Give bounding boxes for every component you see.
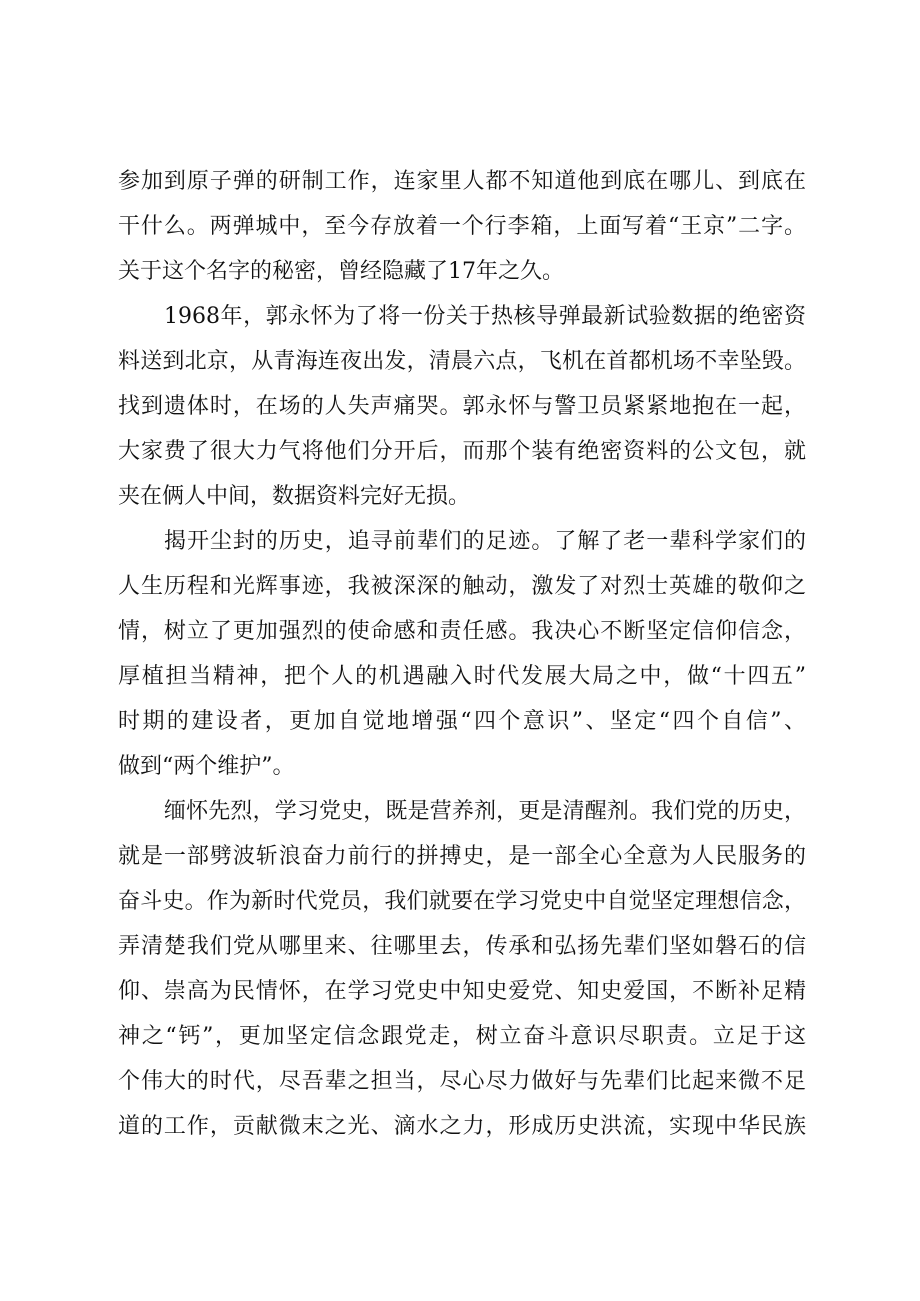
text-line: 找到遗体时，在场的人失声痛哭。郭永怀与警卫员紧紧地抱在一起， xyxy=(118,394,806,419)
text-line: 仰、崇高为民情怀，在学习党史中知史爱党、知史爱国，不断补足精 xyxy=(118,979,806,1004)
text-line: 人生历程和光辉事迹，我被深深的触动，激发了对烈士英雄的敬仰之 xyxy=(118,574,806,599)
text-line: 揭开尘封的历史，追寻前辈们的足迹。了解了老一辈科学家们的 xyxy=(164,529,806,554)
text-line: 做到“两个维护”。 xyxy=(118,754,295,779)
text-line: 大家费了很大力气将他们分开后，而那个装有绝密资料的公文包，就 xyxy=(118,439,806,464)
text-line: 1968年，郭永怀为了将一份关于热核导弹最新试验数据的绝密资 xyxy=(164,304,806,329)
text-line: 厚植担当精神，把个人的机遇融入时代发展大局之中，做“十四五” xyxy=(118,664,806,689)
text-line: 参加到原子弹的研制工作，连家里人都不知道他到底在哪儿、到底在 xyxy=(118,169,806,194)
text-line: 弄清楚我们党从哪里来、往哪里去，传承和弘扬先辈们坚如磐石的信 xyxy=(118,934,806,959)
paragraph xyxy=(118,789,806,1149)
document-body xyxy=(118,159,806,1149)
text-line: 就是一部劈波斩浪奋力前行的拼搏史，是一部全心全意为人民服务的 xyxy=(118,844,806,869)
paragraph xyxy=(118,519,806,789)
text-line: 时期的建设者，更加自觉地增强“四个意识”、坚定“四个自信”、 xyxy=(118,709,806,734)
text-line: 个伟大的时代，尽吾辈之担当，尽心尽力做好与先辈们比起来微不足 xyxy=(118,1069,806,1094)
text-line: 道的工作，贡献微末之光、滴水之力，形成历史洪流，实现中华民族 xyxy=(118,1114,806,1139)
paragraph xyxy=(118,294,806,519)
text-line: 缅怀先烈，学习党史，既是营养剂，更是清醒剂。我们党的历史， xyxy=(164,799,806,824)
text-line: 情，树立了更加强烈的使命感和责任感。我决心不断坚定信仰信念， xyxy=(118,619,806,644)
text-line: 神之“钙”，更加坚定信念跟党走，树立奋斗意识尽职责。立足于这 xyxy=(118,1024,806,1049)
text-line: 奋斗史。作为新时代党员，我们就要在学习党史中自觉坚定理想信念， xyxy=(118,889,806,914)
text-line: 夹在俩人中间，数据资料完好无损。 xyxy=(118,484,471,509)
text-line: 料送到北京，从青海连夜出发，清晨六点，飞机在首都机场不幸坠毁。 xyxy=(118,349,806,374)
text-line: 干什么。两弹城中，至今存放着一个行李箱，上面写着“王京”二字。 xyxy=(118,214,806,239)
text-line: 关于这个名字的秘密，曾经隐藏了17年之久。 xyxy=(118,259,564,284)
paragraph xyxy=(118,159,806,294)
